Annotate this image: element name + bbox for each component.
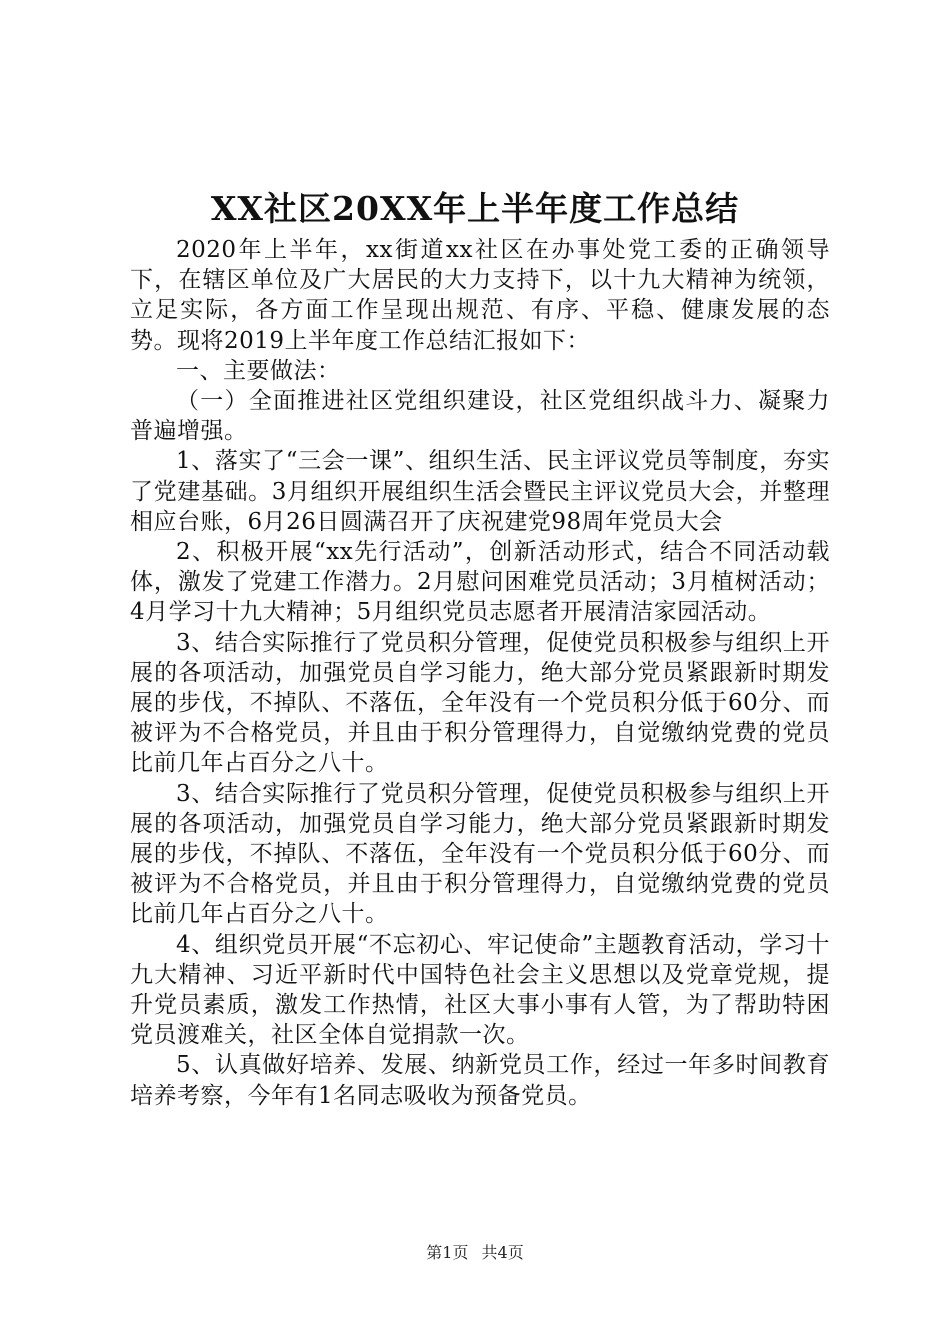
item-paragraph-2: 2、积极开展“xx先行活动”，创新活动形式，结合不同活动载体，激发了党建工作潜力。2月慰问困难党员活动；3月植树活动；4月学习十九大精神；5月组织党员志愿者开展清洁家园活动。 [130,539,830,626]
item-paragraph-4: 4、组织党员开展“不忘初心、牢记使命”主题教育活动，学习十九大精神、习近平新时代中国特色社会主义思想以及党章党规，提升党员素质，激发工作热情，社区大事小事有人管，为了帮助特困党员渡难关，社区全体自觉捐款一次。 [130,931,830,1049]
document-body [130,235,830,1111]
item-paragraph-5: 5、认真做好培养、发展、纳新党员工作，经过一年多时间教育培养考察，今年有1名同志吸收为预备党员。 [130,1052,830,1109]
item-paragraph-1: 1、落实了“三会一课”、组织生活、民主评议党员等制度，夯实了党建基础。3月组织开展组织生活会暨民主评议党员大会，并整理相应台账，6月26日圆满召开了庆祝建党98周年党员大会 [130,448,830,535]
subsection-heading-party-building: （一）全面推进社区党组织建设，社区党组织战斗力、凝聚力普遍增强。 [130,388,830,445]
intro-paragraph: 2020年上半年，xx街道xx社区在办事处党工委的正确领导下，在辖区单位及广大居民的大力支持下，以十九大精神为统领，立足实际，各方面工作呈现出规范、有序、平稳、健康发展的态势。现将2019上半年度工作总结汇报如下： [130,237,830,354]
page-total: 共4页 [481,1243,524,1262]
item-paragraph-3a: 3、结合实际推行了党员积分管理，促使党员积极参与组织上开展的各项活动，加强党员自学习能力，绝大部分党员紧跟新时期发展的步伐，不掉队、不落伍，全年没有一个党员积分低于60分、而被评为不合格党员，并且由于积分管理得力，自觉缴纳党费的党员比前几年占百分之八十。 [130,629,830,777]
page-footer [0,1242,950,1264]
item-paragraph-3b: 3、结合实际推行了党员积分管理，促使党员积极参与组织上开展的各项活动，加强党员自学习能力，绝大部分党员紧跟新时期发展的步伐，不掉队、不落伍，全年没有一个党员积分低于60分、而被评为不合格党员，并且由于积分管理得力，自觉缴纳党费的党员比前几年占百分之八十。 [130,780,830,928]
section-heading-main-practices: 一、主要做法： [176,357,341,384]
page-number: 第1页 [426,1243,469,1262]
document-title: XX社区20XX年上半年度工作总结 [210,189,740,228]
